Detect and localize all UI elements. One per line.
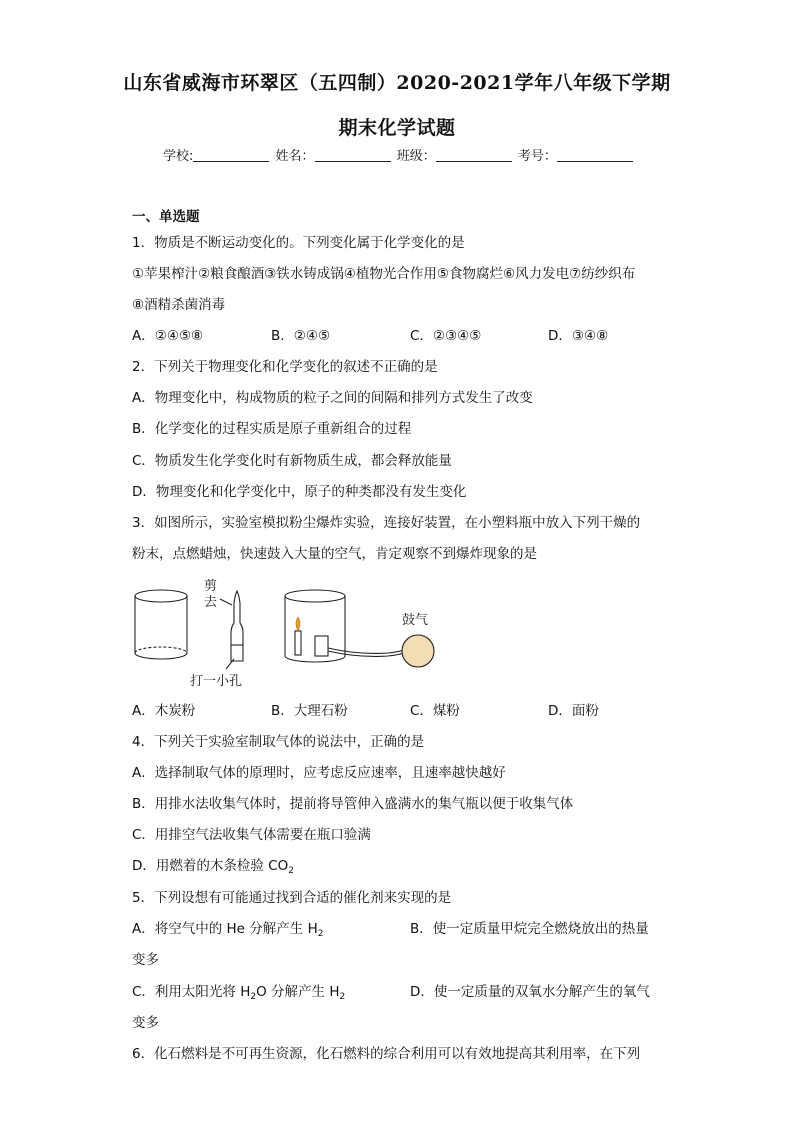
q1-option-d[interactable]: D．③④⑧: [548, 328, 609, 344]
section-heading: 一、单选题: [132, 209, 200, 225]
name-label: 姓名：: [275, 149, 315, 164]
q5-stem: 5．下列设想有可能通过找到合适的催化剂来实现的是: [132, 890, 452, 906]
q3-option-a[interactable]: A．木炭粉: [132, 703, 196, 719]
q5-option-c-subscript1: 2: [250, 992, 257, 1002]
q2-option-d[interactable]: D．物理变化和化学变化中，原子的种类都没有发生变化: [132, 484, 467, 500]
school-field[interactable]: [193, 147, 269, 162]
q4-option-a[interactable]: A．选择制取气体的原理时，应考虑反应速率，且速率越快越好: [132, 765, 506, 781]
q1-option-a[interactable]: A．②④⑤⑧: [132, 328, 204, 344]
q5-option-c-subscript2: 2: [339, 992, 346, 1002]
number-field[interactable]: [557, 147, 633, 162]
candle-flame-drawing: [296, 617, 300, 631]
large-cylinder-drawing: [135, 590, 187, 659]
q5-option-b[interactable]: B．使一定质量甲烷完全燃烧放出的热量: [410, 921, 649, 937]
apparatus-cylinder-drawing: [285, 590, 404, 662]
student-info-row: [163, 145, 635, 164]
q3-stem-line2: 粉末，点燃蜡烛，快速鼓入大量的空气，肯定观察不到爆炸现象的是: [132, 546, 537, 562]
exam-title-line2: 期末化学试题: [338, 117, 456, 139]
q1-option-b[interactable]: B．②④⑤: [271, 328, 331, 344]
q2-option-a[interactable]: A．物理变化中，构成物质的粒子之间的间隔和排列方式发生了改变: [132, 390, 533, 406]
q5-option-a[interactable]: [132, 919, 323, 939]
plastic-bottle-drawing: [220, 591, 243, 669]
q5-option-c[interactable]: [132, 982, 345, 1002]
q5-option-b-continued: 变多: [132, 952, 159, 968]
q5-option-a-text: A．将空气中的 He 分解产生 H: [132, 921, 318, 937]
q4-stem: 4．下列关于实验室制取气体的说法中，正确的是: [132, 734, 425, 750]
q2-option-b[interactable]: B．化学变化的过程实质是原子重新组合的过程: [132, 421, 412, 437]
q3-option-d[interactable]: D．面粉: [548, 703, 599, 719]
q1-stem: 1．物质是不断运动变化的。下列变化属于化学变化的是: [132, 235, 465, 251]
air-bulb-drawing: [402, 635, 434, 667]
q4-option-d[interactable]: [132, 856, 294, 876]
q3-option-b[interactable]: B．大理石粉: [271, 703, 348, 719]
q3-stem-line1: 3．如图所示，实验室模拟粉尘爆炸实验，连接好装置，在小塑料瓶中放入下列干燥的: [132, 515, 641, 531]
q5-option-c-text: C．利用太阳光将 H: [132, 984, 251, 1000]
q4-option-b[interactable]: B．用排水法收集气体时，提前将导管伸入盛满水的集气瓶以便于收集气体: [132, 796, 574, 812]
q4-option-d-subscript: 2: [288, 866, 294, 876]
hole-label: 打一小孔: [190, 674, 243, 689]
q6-stem: 6．化石燃料是不可再生资源，化石燃料的综合利用可以有效地提高其利用率，在下列: [132, 1046, 641, 1062]
q3-option-c[interactable]: C．煤粉: [410, 703, 460, 719]
q5-option-d-continued: 变多: [132, 1015, 159, 1031]
cut-label-1: 剪: [204, 579, 218, 594]
q2-stem: 2．下列关于物理变化和化学变化的叙述不正确的是: [132, 359, 438, 375]
blow-label: 鼓气: [402, 613, 429, 628]
school-label: 学校:: [163, 149, 194, 164]
number-label: 考号：: [517, 149, 557, 164]
class-label: 班级：: [396, 149, 436, 164]
q5-option-d[interactable]: D．使一定质量的双氧水分解产生的氧气: [410, 984, 650, 1000]
q1-items-line1: ①苹果榨汁②粮食酿酒③铁水铸成锅④植物光合作用⑤食物腐烂⑥风力发电⑦纺纱织布: [132, 266, 636, 282]
class-field[interactable]: [436, 147, 512, 162]
q4-option-c[interactable]: C．用排空气法收集气体需要在瓶口验满: [132, 827, 371, 843]
q2-option-c[interactable]: C．物质发生化学变化时有新物质生成，都会释放能量: [132, 453, 452, 469]
q1-items-line2: ⑧酒精杀菌消毒: [132, 297, 226, 313]
exam-title-line1: 山东省威海市环翠区（五四制）2020-2021学年八年级下学期: [123, 72, 671, 94]
q4-option-d-text: D．用燃着的木条检验 CO: [132, 858, 289, 874]
name-field[interactable]: [315, 147, 391, 162]
cut-label-2: 去: [204, 595, 218, 610]
q5-option-a-subscript: 2: [317, 929, 324, 939]
dust-explosion-figure: [128, 573, 448, 693]
q5-option-c-text-mid: O 分解产生 H: [256, 984, 340, 1000]
q1-option-c[interactable]: C．②③④⑤: [410, 328, 482, 344]
